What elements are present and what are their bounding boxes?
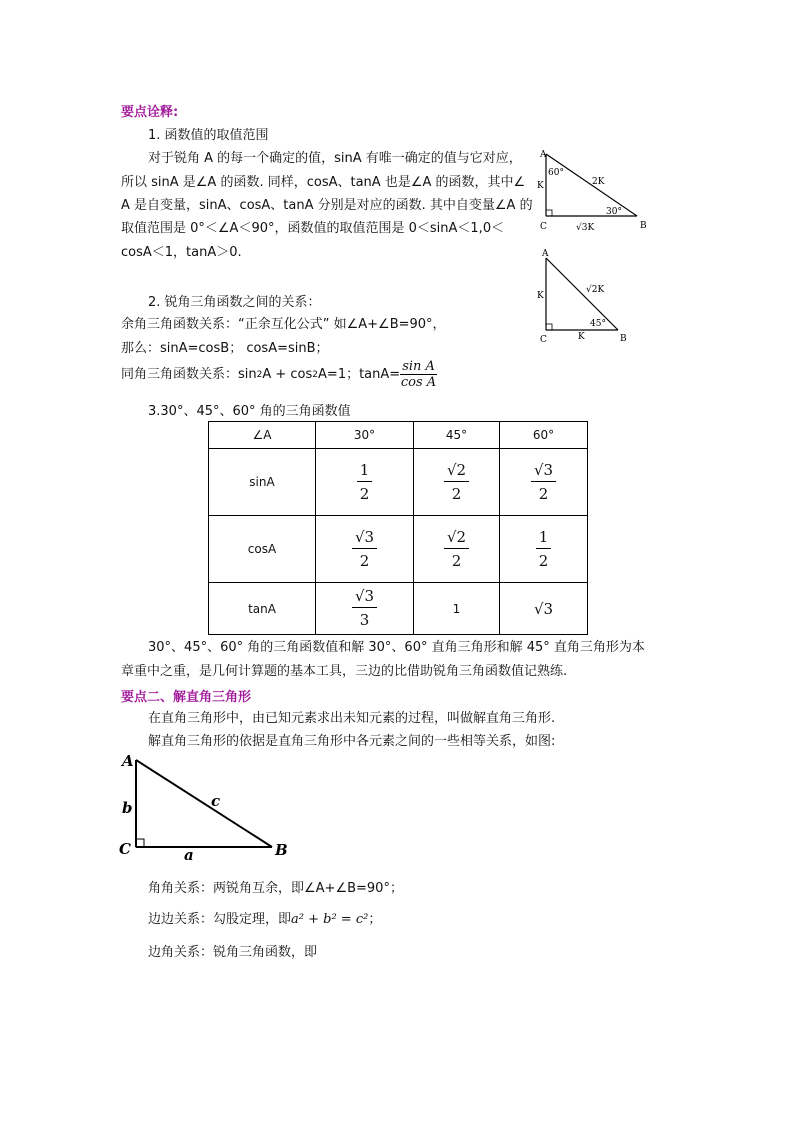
value-cell: 1 xyxy=(414,583,500,635)
same-angle-prefix: 同角三角函数关系：sin xyxy=(121,366,257,382)
value-cell xyxy=(414,516,500,583)
right-angle-mark xyxy=(546,324,552,330)
numerator: √3 xyxy=(352,528,377,549)
para-line: 对于锐角 A 的每一个确定的值，sinA 有唯一确定的值与它对应， xyxy=(148,151,522,166)
vertex-b: B xyxy=(640,221,647,231)
triangle-45-figure xyxy=(532,246,632,346)
numerator: √2 xyxy=(444,528,469,549)
note-line: 30°、45°、60° 角的三角函数值和解 30°、60° 直角三角形和解 45° 直角三角形为本 xyxy=(148,640,645,655)
value-cell xyxy=(316,583,414,635)
section2-para: 解直角三角形的依据是直角三角形中各元素之间的一些相等关系，如图: xyxy=(148,734,556,749)
same-angle-mid2: A=1；tanA= xyxy=(318,366,401,382)
denominator: 2 xyxy=(538,551,549,570)
vertex-b: B xyxy=(275,841,288,859)
hypotenuse-label: 2K xyxy=(592,177,605,187)
denominator: 2 xyxy=(538,484,549,503)
same-angle-mid1: A + cos xyxy=(262,366,313,382)
vertex-a: A xyxy=(542,249,549,259)
side-relation xyxy=(148,911,381,929)
para-line: cosA＜1，tanA＞0. xyxy=(121,245,242,260)
denominator: 2 xyxy=(359,551,370,570)
numerator: √3 xyxy=(352,587,377,608)
table-row xyxy=(209,449,588,516)
right-triangle-abc-figure xyxy=(114,750,304,865)
vertex-c: C xyxy=(119,840,131,858)
table-row xyxy=(209,583,588,635)
vertex-c: C xyxy=(540,335,547,345)
trig-values-table xyxy=(208,421,588,635)
tan-numerator: sin A xyxy=(402,359,435,374)
side-a-label: a xyxy=(184,846,194,864)
denominator: 2 xyxy=(451,484,462,503)
side-k-label: K xyxy=(537,181,544,191)
side-k-bottom: K xyxy=(578,332,585,342)
same-angle-relation xyxy=(121,359,437,390)
side-angle-relation: 边角关系：锐角三角函数，即 xyxy=(148,945,318,960)
side-c xyxy=(136,760,272,847)
value-cell xyxy=(500,449,588,516)
vertex-a: A xyxy=(122,752,134,770)
vertex-b: B xyxy=(620,334,627,344)
side-c-label: c xyxy=(211,792,221,810)
side-ab xyxy=(546,258,618,330)
table-row xyxy=(209,516,588,583)
para-line: A 是自变量，sinA、cosA、tanA 分别是对应的函数. 其中自变量∠A 的 xyxy=(121,198,533,213)
right-angle-mark xyxy=(136,839,144,847)
numerator: 1 xyxy=(536,528,552,549)
row-label: sinA xyxy=(209,449,316,516)
section-heading: 要点诠释: xyxy=(121,105,179,120)
numerator: 1 xyxy=(357,461,373,482)
section2-para: 在直角三角形中，由已知元素求出未知元素的过程，叫做解直角三角形. xyxy=(148,711,556,726)
pythagorean-formula: a² + b² = c² xyxy=(291,912,369,927)
hypotenuse-label: √2K xyxy=(586,285,605,295)
exponent: 2 xyxy=(312,369,319,380)
angle-a-label: 60° xyxy=(548,168,564,178)
numerator: √3 xyxy=(531,461,556,482)
denominator: 3 xyxy=(359,611,370,629)
vertex-a: A xyxy=(540,150,547,160)
value-cell xyxy=(500,516,588,583)
header-cell: 45° xyxy=(414,422,500,449)
item1-title: 1. 函数值的取值范围 xyxy=(148,128,269,143)
item3-title: 3.30°、45°、60° 角的三角函数值 xyxy=(148,404,351,419)
value-cell xyxy=(316,449,414,516)
angle-relation: 角角关系：两锐角互余，即∠A+∠B=90°； xyxy=(148,881,403,896)
denominator: 2 xyxy=(451,551,462,570)
tan-denominator: cos A xyxy=(400,375,437,390)
header-cell: ∠A xyxy=(209,422,316,449)
header-cell: 60° xyxy=(500,422,588,449)
right-angle-mark xyxy=(546,210,552,216)
side-relation-suffix: ； xyxy=(368,912,382,927)
row-label: cosA xyxy=(209,516,316,583)
table-header-row xyxy=(209,422,588,449)
para-line: 所以 sinA 是∠A 的函数. 同样，cosA、tanA 也是∠A 的函数，其中∠ xyxy=(121,175,526,190)
side-k-left: K xyxy=(537,291,544,301)
denominator: 2 xyxy=(359,484,370,503)
tan-fraction xyxy=(400,359,437,390)
angle-b-label: 30° xyxy=(606,207,622,217)
section2-heading: 要点二、解直角三角形 xyxy=(121,690,252,705)
para-line: 取值范围是 0°＜∠A＜90°，函数值的取值范围是 0＜sinA＜1,0＜ xyxy=(121,221,505,236)
vertex-c: C xyxy=(540,222,547,232)
value-cell: √3 xyxy=(500,583,588,635)
complement-relation: 余角三角函数关系：“正余互化公式” 如∠A+∠B=90°， xyxy=(121,317,446,332)
angle-b-label: 45° xyxy=(590,319,606,329)
note-line: 章重中之重，是几何计算题的基本工具，三边的比借助锐角三角函数值记熟练. xyxy=(121,664,568,679)
side-b-label: b xyxy=(122,799,133,817)
base-label: √3K xyxy=(576,223,595,233)
complement-result: 那么：sinA=cosB； cosA=sinB； xyxy=(121,341,329,356)
numerator: √2 xyxy=(444,461,469,482)
side-relation-prefix: 边边关系：勾股定理，即 xyxy=(148,912,292,927)
exponent: 2 xyxy=(256,369,263,380)
header-cell: 30° xyxy=(316,422,414,449)
item2-title: 2. 锐角三角函数之间的关系： xyxy=(148,295,321,310)
value-cell xyxy=(316,516,414,583)
value-cell xyxy=(414,449,500,516)
triangle-30-60-figure xyxy=(532,146,652,236)
row-label: tanA xyxy=(209,583,316,635)
